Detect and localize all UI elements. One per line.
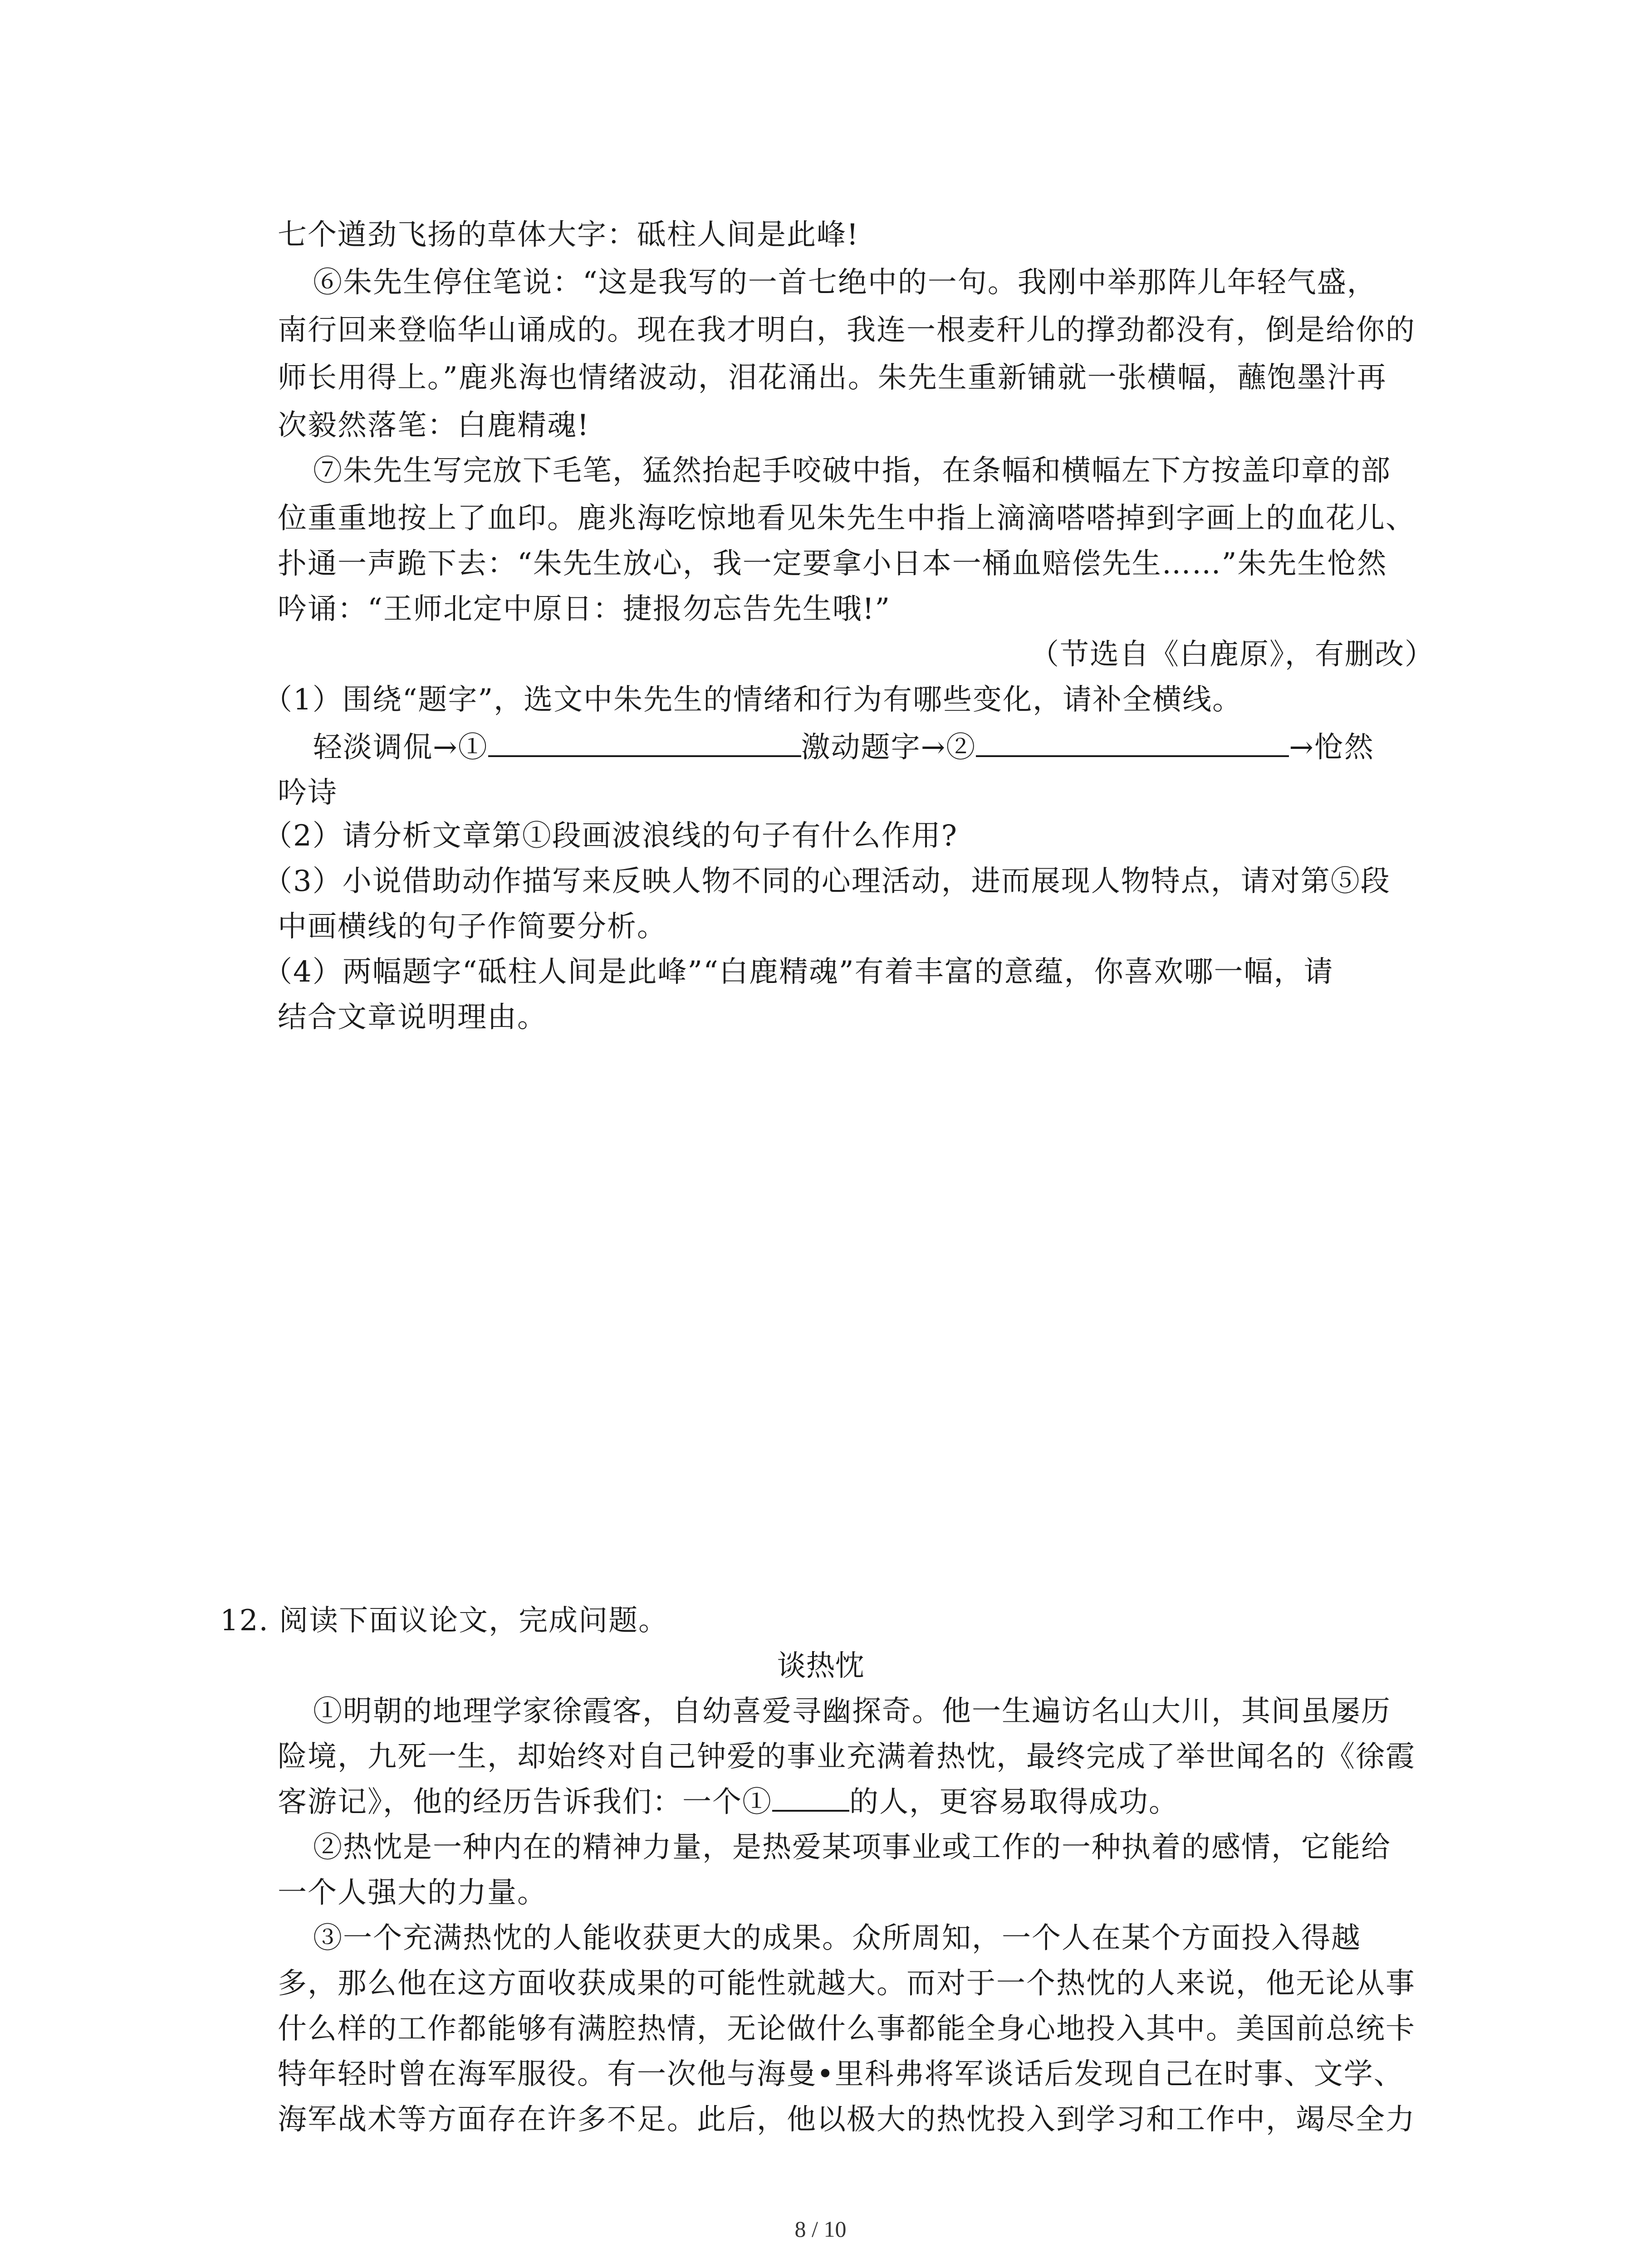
answer-blank-2[interactable] xyxy=(976,728,1289,757)
question-1-cont: 吟诗 xyxy=(278,776,338,810)
answer-blank-1[interactable] xyxy=(488,728,801,757)
fill-label-c: →怆然 xyxy=(1289,731,1374,764)
essay-line: 多，那么他在这方面收获成果的可能性就越大。而对于一个热忱的人来说，他无论从事 xyxy=(278,1967,1416,2000)
essay-line: ②热忱是一种内在的精神力量，是热爱某项事业或工作的一种执着的感情，它能给 xyxy=(313,1831,1391,1864)
source-citation: （节选自《白鹿原》，有删改） xyxy=(1030,638,1435,671)
question-3: （3）小说借助动作描写来反映人物不同的心理活动，进而展现人物特点，请对第⑤段 xyxy=(263,865,1391,898)
passage-line: 南行回来登临华山诵成的。现在我才明白，我连一根麦秆儿的撑劲都没有，倒是给你的 xyxy=(278,313,1416,347)
passage-line: 次毅然落笔：白鹿精魂! xyxy=(278,409,590,442)
question-1-fill-line xyxy=(313,726,1374,769)
passage-line: 吟诵：“王师北定中原日：捷报勿忘告先生哦!” xyxy=(278,592,891,626)
essay-line: 险境，九死一生，却始终对自己钟爱的事业充满着热忱，最终完成了举世闻名的《徐霞 xyxy=(278,1740,1416,1774)
answer-blank-essay-1[interactable] xyxy=(772,1783,849,1812)
passage-line: ⑥朱先生停住笔说：“这是我写的一首七绝中的一句。我刚中举那阵儿年轻气盛， xyxy=(313,266,1377,299)
essay-line: ③一个充满热忱的人能收获更大的成果。众所周知，一个人在某个方面投入得越 xyxy=(313,1921,1361,1955)
essay-text: 客游记》，他的经历告诉我们：一个① xyxy=(278,1785,772,1819)
passage-line: 师长用得上。”鹿兆海也情绪波动，泪花涌出。朱先生重新铺就一张横幅，蘸饱墨汁再 xyxy=(278,361,1387,395)
essay-text: 的人，更容易取得成功。 xyxy=(849,1785,1179,1819)
page-number: 8 / 10 xyxy=(794,2216,847,2242)
question-1: （1）围绕“题字”，选文中朱先生的情绪和行为有哪些变化，请补全横线。 xyxy=(263,683,1243,717)
essay-line: 什么样的工作都能够有满腔热情，无论做什么事都能全身心地投入其中。美国前总统卡 xyxy=(278,2012,1416,2046)
passage-line: ⑦朱先生写完放下毛笔，猛然抬起手咬破中指，在条幅和横幅左下方按盖印章的部 xyxy=(313,454,1391,488)
question-4: （4）两幅题字“砥柱人间是此峰”“白鹿精魂”有着丰富的意蕴，你喜欢哪一幅，请 xyxy=(263,955,1334,989)
passage-line: 扑通一声跪下去：“朱先生放心，我一定要拿小日本一桶血赔偿先生……”朱先生怆然 xyxy=(278,547,1387,581)
essay-title: 谈热忱 xyxy=(777,1649,864,1683)
passage-line: 七个遒劲飞扬的草体大字：砥柱人间是此峰! xyxy=(278,218,859,252)
passage-line: 位重重地按上了血印。鹿兆海吃惊地看见朱先生中指上滴滴嗒嗒掉到字画上的血花儿、 xyxy=(278,502,1416,535)
question-3-cont: 中画横线的句子作简要分析。 xyxy=(278,910,667,943)
essay-line: ①明朝的地理学家徐霞客，自幼喜爱寻幽探奇。他一生遍访名山大川，其间虽屡历 xyxy=(313,1695,1391,1728)
section-12-header: 12. 阅读下面议论文，完成问题。 xyxy=(220,1604,669,1637)
question-2: （2）请分析文章第①段画波浪线的句子有什么作用? xyxy=(263,819,958,853)
essay-line: 一个人强大的力量。 xyxy=(278,1876,547,1910)
essay-line xyxy=(278,1780,1179,1824)
essay-line: 海军战术等方面存在许多不足。此后，他以极大的热忱投入到学习和工作中，竭尽全力 xyxy=(278,2103,1416,2136)
essay-line: 特年轻时曾在海军服役。有一次他与海曼•里科弗将军谈话后发现自己在时事、文学、 xyxy=(278,2058,1404,2091)
question-4-cont: 结合文章说明理由。 xyxy=(278,1001,547,1034)
fill-label-a: 轻淡调侃→① xyxy=(313,731,488,764)
fill-label-b: 激动题字→② xyxy=(801,731,976,764)
